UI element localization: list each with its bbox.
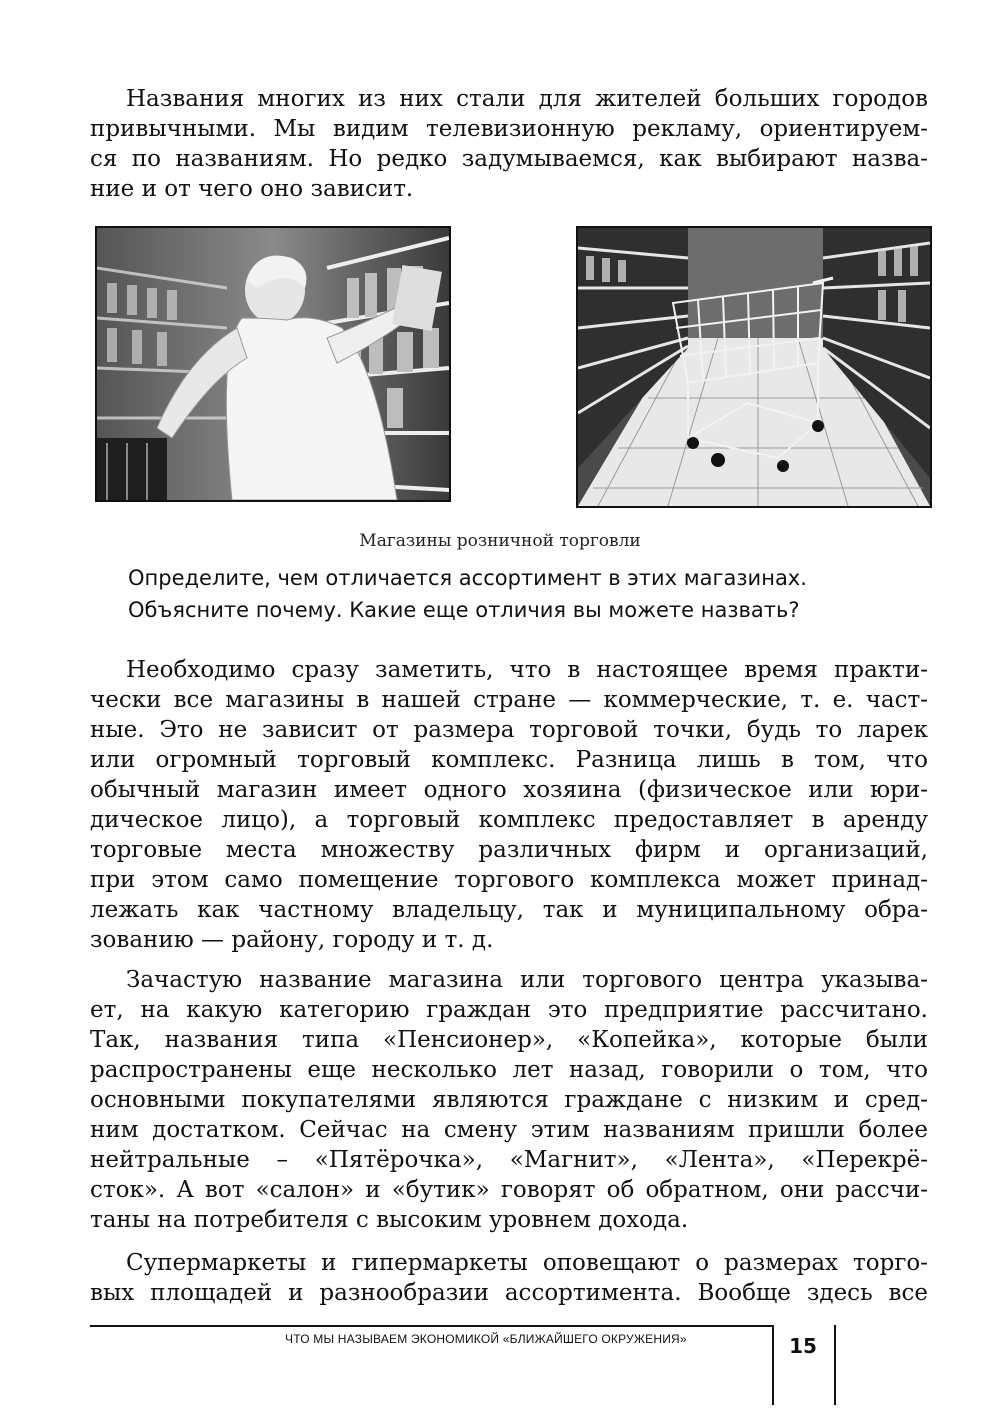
body-paragraph-1 (90, 655, 928, 955)
text-line: дическое лицо), а торговый комплекс предоставляет в аренду (90, 807, 928, 833)
text-line: привычными. Мы видим телевизионную рекламу, ориентируем- (90, 116, 928, 142)
figure-task (128, 562, 888, 626)
text-line: вых площадей и разнообразии ассортимента. Вообще здесь все (90, 1280, 928, 1306)
text-line: основными покупателями являются граждане с низким и сред- (90, 1087, 928, 1113)
task-line: Определите, чем отличается ассортимент в этих магазинах. (128, 566, 807, 590)
text-line: Так, названия типа «Пенсионер», «Копейка», которые были (90, 1027, 928, 1053)
text-line: Названия многих из них стали для жителей больших городов (126, 86, 928, 112)
text-line: ние и от чего оно зависит. (90, 176, 414, 202)
text-line: торговые места множеству различных фирм и организаций, (90, 837, 928, 863)
task-line: Объясните почему. Какие еще отличия вы можете назвать? (128, 598, 800, 622)
running-title: ЧТО МЫ НАЗЫВАЕМ ЭКОНОМИКОЙ «БЛИЖАЙШЕГО ОКРУЖЕНИЯ» (285, 1332, 687, 1346)
text-line: ет, на какую категорию граждан это предприятие рассчитано. (90, 997, 928, 1023)
text-line: или огромный торговый комплекс. Разница лишь в том, что (90, 747, 928, 773)
figure-caption: Магазины розничной торговли (359, 531, 641, 551)
text-line: Необходимо сразу заметить, что в настоящее время практи- (126, 657, 928, 683)
body-paragraph-2 (90, 965, 928, 1235)
text-line: ним достатком. Сейчас на смену этим названиям пришли более (90, 1117, 928, 1143)
text-line: Зачастую название магазина или торгового центра указыва- (126, 967, 928, 993)
text-line: Супермаркеты и гипермаркеты оповещают о размерах торго- (126, 1250, 928, 1276)
text-line: нейтральные – «Пятёрочка», «Магнит», «Лента», «Перекрё- (90, 1147, 928, 1173)
aisle-cart-illustration (578, 228, 930, 506)
text-line: сток». А вот «салон» и «бутик» говорят об обратном, они рассчи- (90, 1177, 928, 1203)
text-line: лежать как частному владельцу, так и муниципальному обра- (90, 897, 928, 923)
text-line: чески все магазины в нашей стране — коммерческие, т. е. част- (90, 687, 928, 713)
text-line: при этом само помещение торгового комплекса может принад- (90, 867, 928, 893)
supermarket-aisle-cart-photo (576, 226, 932, 508)
text-line: распространены еще несколько лет назад, говорили о том, что (90, 1057, 928, 1083)
text-line: обычный магазин имеет одного хозяина (физическое или юри- (90, 777, 928, 803)
page-number: 15 (789, 1334, 817, 1358)
body-paragraph-3 (90, 1248, 928, 1308)
supermarket-woman-photo (95, 226, 451, 502)
text-line: таны на потребителя с высоким уровнем дохода. (90, 1207, 689, 1233)
text-line: ся по названиям. Но редко задумываемся, как выбирают назва- (90, 146, 928, 172)
text-line: зованию — району, городу и т. д. (90, 927, 494, 953)
intro-paragraph (90, 84, 928, 204)
footer-rule (90, 1325, 772, 1327)
supermarket-woman-illustration (97, 228, 449, 500)
text-line: ные. Это не зависит от размера торговой точки, будь то ларек (90, 717, 928, 743)
